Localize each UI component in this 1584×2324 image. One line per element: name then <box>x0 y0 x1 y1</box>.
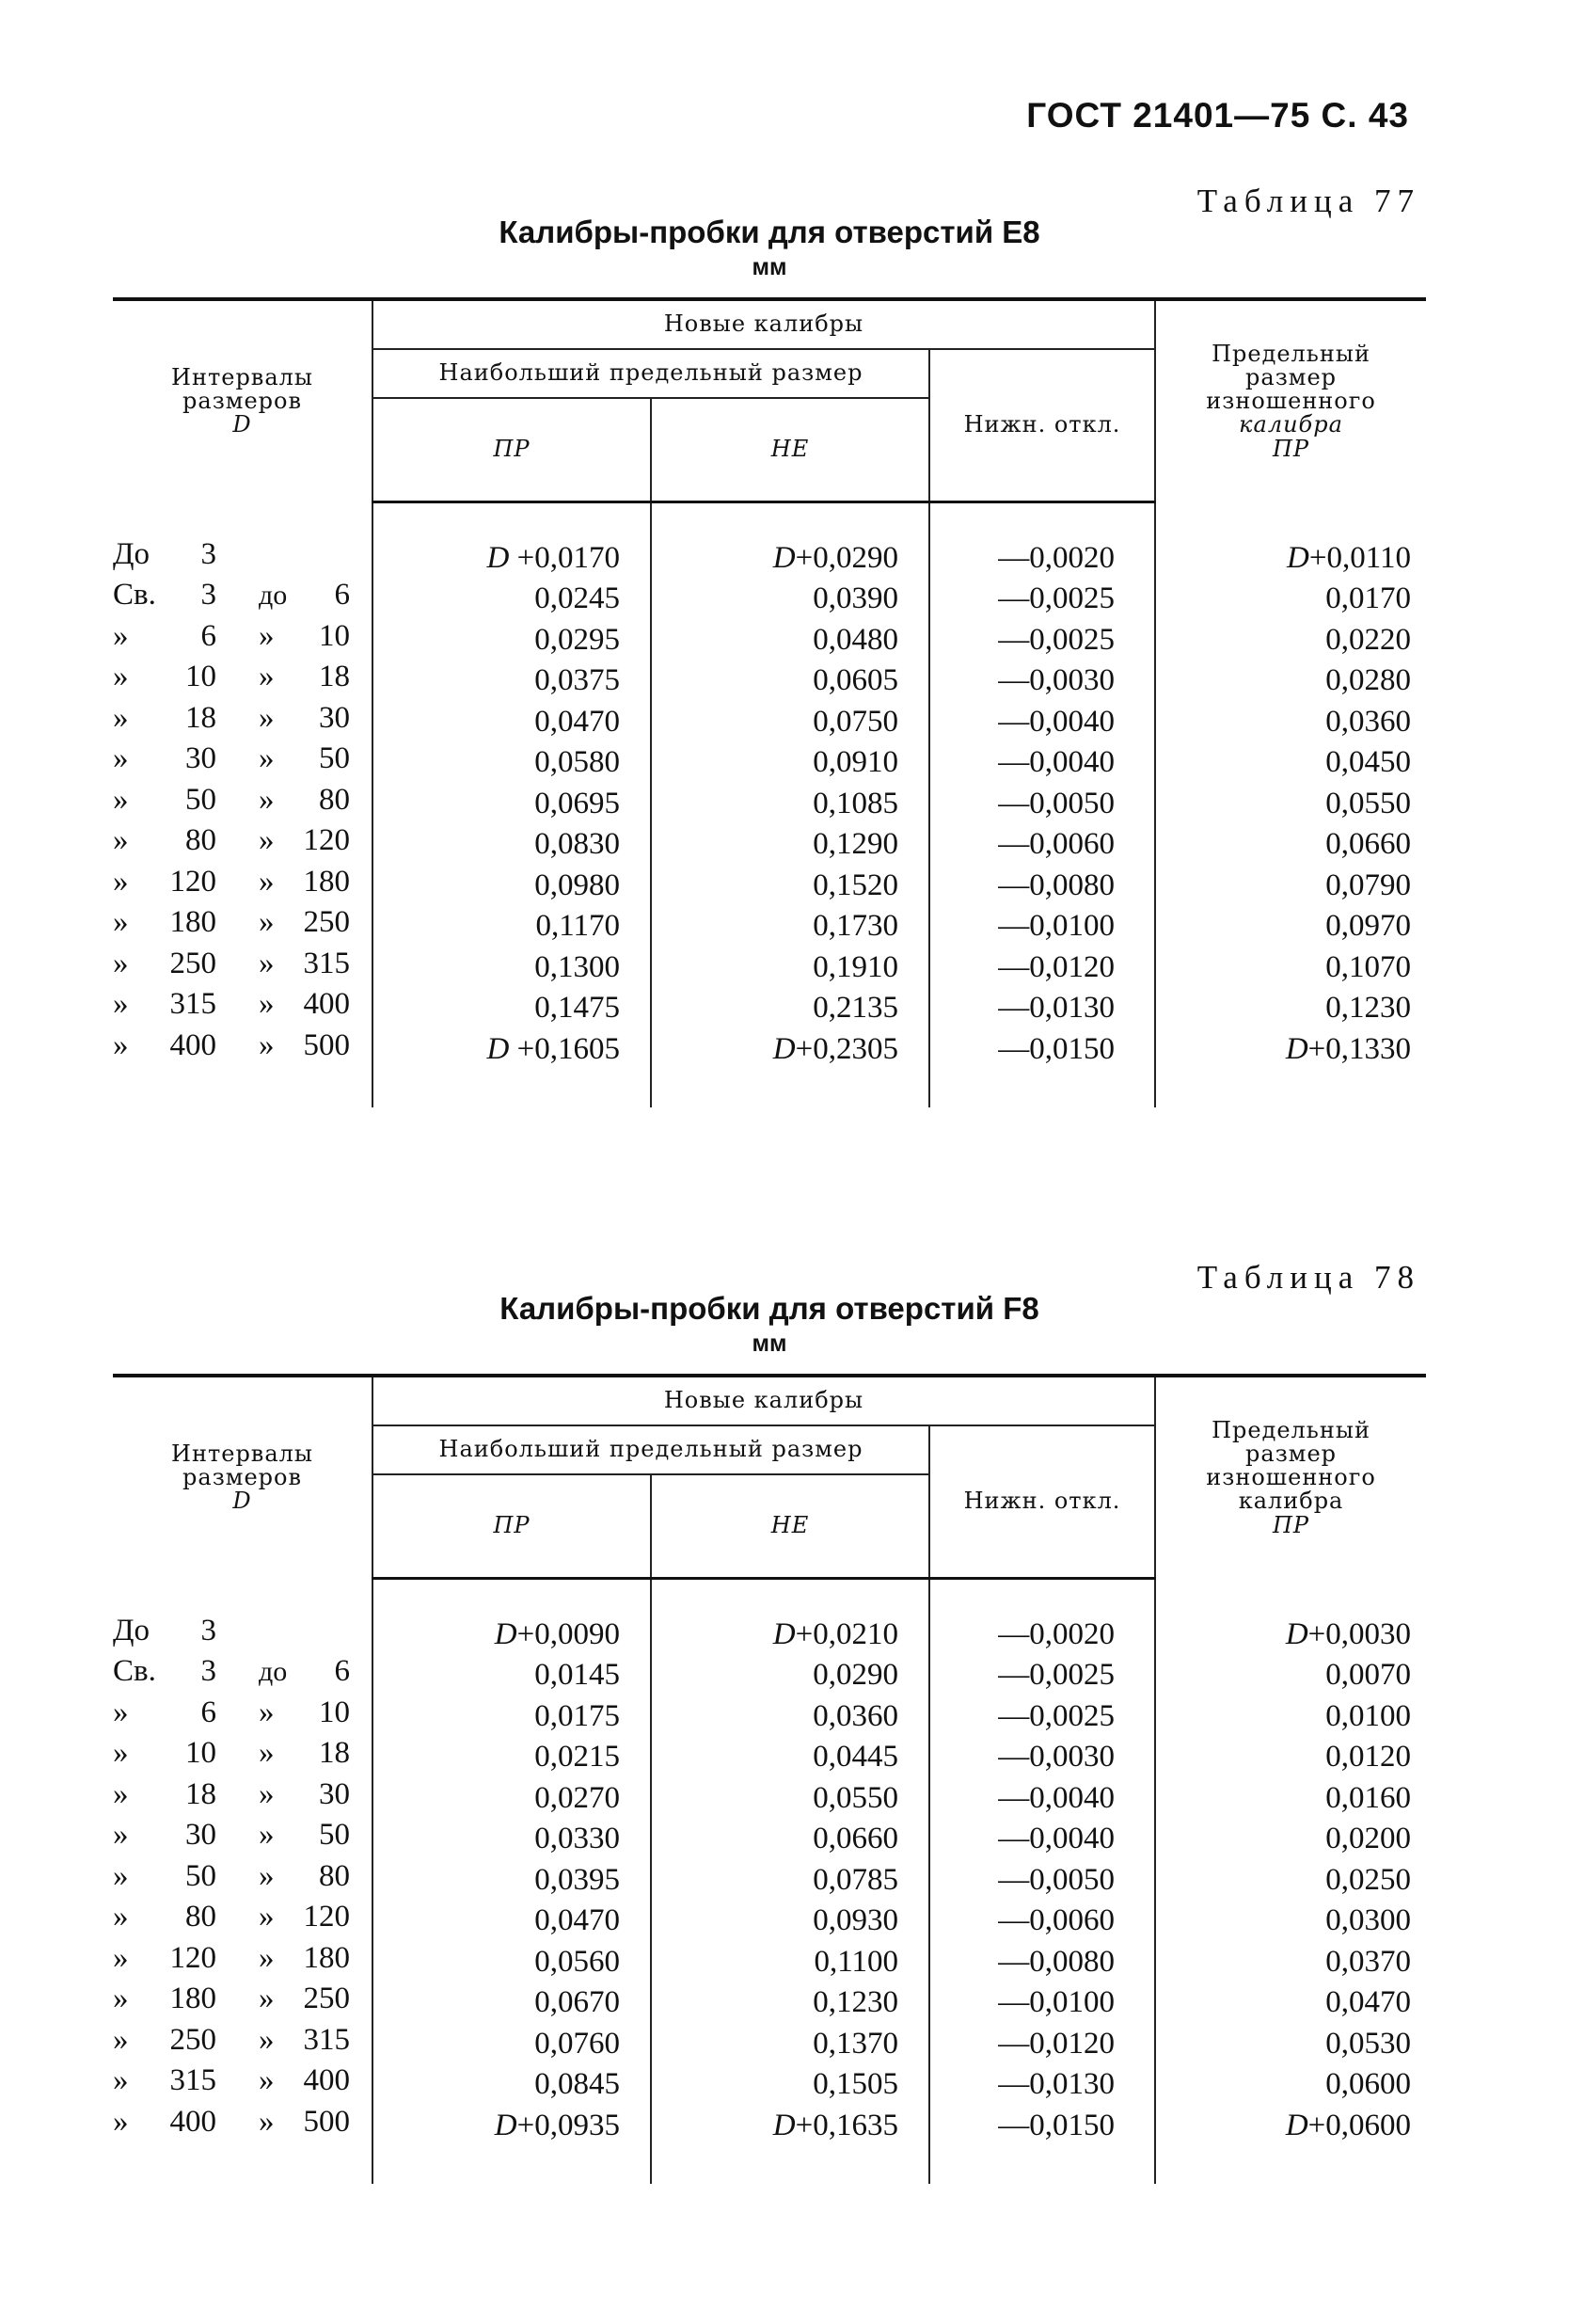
table-unit: мм <box>752 1330 787 1357</box>
interval-prefix: » <box>113 1736 129 1770</box>
cell-worn: 0,0470 <box>1155 1982 1426 2024</box>
interval-from: 80 <box>185 823 216 857</box>
cell-lower-dev: —0,0025 <box>929 1696 1155 1738</box>
cell-pr: 0,0830 <box>372 824 651 866</box>
interval-to: 10 <box>319 618 350 653</box>
cell-lower-dev: —0,0040 <box>929 1778 1155 1820</box>
interval-to: 315 <box>303 946 350 980</box>
cell-worn: 0,0970 <box>1155 906 1426 947</box>
interval-prefix: » <box>113 1900 129 1934</box>
interval-from: 30 <box>185 1818 216 1852</box>
table-row <box>113 947 1426 989</box>
interval-to: 30 <box>319 1776 350 1811</box>
interval-from: 180 <box>169 905 216 939</box>
interval-from: 400 <box>169 2104 216 2139</box>
cell-worn: D+0,1330 <box>1155 1029 1426 1108</box>
cell-worn: D+0,0600 <box>1155 2106 1426 2185</box>
interval-prefix: » <box>113 1982 129 2015</box>
header-new-gauges: Новые калибры <box>372 1376 1155 1425</box>
interval-separator: » <box>259 987 275 1021</box>
cell-ne: 0,2135 <box>651 988 929 1029</box>
cell-worn: 0,0120 <box>1155 1737 1426 1778</box>
cell-lower-dev: —0,0120 <box>929 2024 1155 2065</box>
table-row <box>113 1860 1426 1902</box>
table-row <box>113 1579 1426 1656</box>
cell-lower-dev: —0,0150 <box>929 2106 1155 2185</box>
cell-worn: D+0,0110 <box>1155 502 1426 580</box>
interval-to: 120 <box>303 1900 350 1934</box>
cell-pr: 0,0845 <box>372 2064 651 2106</box>
interval-to: 120 <box>303 823 350 857</box>
cell-lower-dev: —0,0150 <box>929 1029 1155 1108</box>
cell-lower-dev: —0,0030 <box>929 1737 1155 1778</box>
cell-pr: D +0,0170 <box>372 502 651 580</box>
cell-lower-dev: —0,0040 <box>929 742 1155 784</box>
cell-lower-dev: —0,0020 <box>929 1579 1155 1656</box>
table-row <box>113 661 1426 702</box>
header-interval: Интервалы размеров D <box>113 299 372 502</box>
cell-pr: 0,1475 <box>372 988 651 1029</box>
header-worn: Предельный размер изношенного калибра ПР <box>1155 1376 1426 1579</box>
cell-interval <box>113 1982 372 2024</box>
cell-interval <box>113 742 372 784</box>
interval-prefix: » <box>113 1818 129 1852</box>
table-title: Калибры-пробки для отверстий F8 <box>499 1291 1039 1326</box>
cell-worn: 0,0450 <box>1155 742 1426 784</box>
cell-lower-dev: —0,0100 <box>929 1982 1155 2024</box>
cell-lower-dev: —0,0060 <box>929 1901 1155 1942</box>
interval-to: 10 <box>319 1695 350 1729</box>
cell-lower-dev: —0,0060 <box>929 824 1155 866</box>
cell-worn: 0,0530 <box>1155 2024 1426 2065</box>
interval-separator: » <box>259 618 275 653</box>
table-row <box>113 824 1426 866</box>
table-title: Калибры-пробки для отверстий Е8 <box>499 215 1040 249</box>
variable-d: D <box>772 1031 796 1066</box>
gauge-table <box>113 1374 1426 2184</box>
cell-pr: 0,0270 <box>372 1778 651 1820</box>
interval-prefix: » <box>113 823 129 857</box>
cell-ne: 0,0750 <box>651 702 929 743</box>
cell-interval <box>113 1696 372 1738</box>
cell-ne: 0,0660 <box>651 1819 929 1860</box>
table-unit: мм <box>752 254 787 280</box>
cell-lower-dev: —0,0120 <box>929 947 1155 989</box>
interval-prefix: » <box>113 1940 129 1975</box>
cell-worn: 0,1070 <box>1155 947 1426 989</box>
cell-pr: 0,0245 <box>372 579 651 620</box>
interval-separator: » <box>259 823 275 857</box>
cell-pr: D+0,0935 <box>372 2106 651 2185</box>
table-row <box>113 1737 1426 1778</box>
cell-interval <box>113 1942 372 1983</box>
cell-worn: 0,0790 <box>1155 866 1426 907</box>
cell-interval <box>113 1579 372 1656</box>
interval-from: 315 <box>169 2063 216 2097</box>
cell-interval <box>113 947 372 989</box>
cell-lower-dev: —0,0050 <box>929 1860 1155 1902</box>
interval-to: 180 <box>303 1940 350 1975</box>
cell-interval <box>113 2064 372 2106</box>
header-worn: Предельный размер изношенного калибра ПР <box>1155 299 1426 502</box>
interval-prefix: Св. <box>113 1654 156 1688</box>
cell-worn: 0,0550 <box>1155 784 1426 825</box>
cell-pr: 0,1170 <box>372 906 651 947</box>
table-row <box>113 1778 1426 1820</box>
cell-ne: D+0,2305 <box>651 1029 929 1108</box>
interval-from: 3 <box>200 578 216 612</box>
interval-to: 180 <box>303 864 350 899</box>
interval-prefix: Св. <box>113 578 156 612</box>
cell-lower-dev: —0,0025 <box>929 1655 1155 1696</box>
cell-ne: 0,0605 <box>651 661 929 702</box>
cell-worn: 0,0600 <box>1155 2064 1426 2106</box>
cell-ne: 0,0390 <box>651 579 929 620</box>
cell-interval <box>113 702 372 743</box>
table-row <box>113 1982 1426 2024</box>
cell-ne: 0,0910 <box>651 742 929 784</box>
table-body <box>113 1579 1426 2185</box>
interval-to: 400 <box>303 987 350 1021</box>
interval-separator: » <box>259 1982 275 2015</box>
interval-to: 400 <box>303 2063 350 2097</box>
cell-interval <box>113 1860 372 1902</box>
cell-interval <box>113 502 372 580</box>
cell-interval <box>113 661 372 702</box>
cell-interval <box>113 824 372 866</box>
interval-separator: » <box>259 946 275 980</box>
cell-lower-dev: —0,0040 <box>929 702 1155 743</box>
table-row <box>113 502 1426 580</box>
header-ne: НЕ <box>651 1474 929 1579</box>
interval-separator: до <box>259 580 288 611</box>
cell-pr: 0,0375 <box>372 661 651 702</box>
interval-from: 80 <box>185 1900 216 1934</box>
variable-d: D <box>494 1617 517 1652</box>
cell-pr: D+0,0090 <box>372 1579 651 1656</box>
interval-to: 6 <box>334 578 350 612</box>
interval-separator: » <box>259 741 275 775</box>
table-row <box>113 2064 1426 2106</box>
cell-ne: 0,1370 <box>651 2024 929 2065</box>
cell-worn: 0,0070 <box>1155 1655 1426 1696</box>
header-interval: Интервалы размеров D <box>113 1376 372 1579</box>
header-new-gauges: Новые калибры <box>372 299 1155 349</box>
cell-pr: 0,0695 <box>372 784 651 825</box>
variable-d: D <box>486 1031 510 1066</box>
cell-pr: 0,0175 <box>372 1696 651 1738</box>
cell-pr: 0,0760 <box>372 2024 651 2065</box>
cell-pr: 0,0145 <box>372 1655 651 1696</box>
interval-from: 250 <box>169 2022 216 2057</box>
variable-d: D <box>772 1617 796 1652</box>
interval-separator: » <box>259 700 275 735</box>
interval-separator: » <box>259 2063 275 2097</box>
cell-worn: 0,0370 <box>1155 1942 1426 1983</box>
cell-ne: 0,1910 <box>651 947 929 989</box>
cell-interval <box>113 906 372 947</box>
cell-interval <box>113 1778 372 1820</box>
interval-separator: » <box>259 782 275 817</box>
variable-d: D <box>772 541 796 576</box>
interval-to: 50 <box>319 741 350 775</box>
cell-lower-dev: —0,0050 <box>929 784 1155 825</box>
interval-separator: » <box>259 1776 275 1811</box>
cell-ne: 0,0930 <box>651 1901 929 1942</box>
interval-from: 10 <box>185 660 216 693</box>
variable-d: D <box>1285 1616 1308 1651</box>
cell-lower-dev: —0,0025 <box>929 579 1155 620</box>
cell-interval <box>113 988 372 1029</box>
cell-pr: 0,0560 <box>372 1942 651 1983</box>
cell-pr: 0,0470 <box>372 702 651 743</box>
table-row <box>113 742 1426 784</box>
interval-from: 315 <box>169 987 216 1021</box>
interval-to: 80 <box>319 782 350 817</box>
table-row <box>113 1901 1426 1942</box>
cell-ne: 0,0785 <box>651 1860 929 1902</box>
variable-d: D <box>1285 1031 1308 1066</box>
variable-d: D <box>486 541 510 576</box>
cell-lower-dev: —0,0030 <box>929 661 1155 702</box>
interval-from: 30 <box>185 741 216 775</box>
cell-interval <box>113 1655 372 1696</box>
gauge-table <box>113 297 1426 1107</box>
cell-pr: 0,0580 <box>372 742 651 784</box>
interval-prefix: » <box>113 905 129 939</box>
cell-interval <box>113 784 372 825</box>
table-body <box>113 502 1426 1108</box>
interval-from: 3 <box>200 1654 216 1688</box>
cell-interval <box>113 1901 372 1942</box>
cell-worn: D+0,0030 <box>1155 1579 1426 1656</box>
cell-pr: 0,0980 <box>372 866 651 907</box>
interval-separator: » <box>259 864 275 899</box>
table-row <box>113 1942 1426 1983</box>
cell-pr: 0,0395 <box>372 1860 651 1902</box>
interval-separator: » <box>259 2104 275 2139</box>
interval-to: 80 <box>319 1858 350 1893</box>
cell-worn: 0,0100 <box>1155 1696 1426 1738</box>
interval-prefix: » <box>113 2022 129 2057</box>
table-number: Таблица 77 <box>1196 183 1420 219</box>
interval-prefix: » <box>113 1027 129 1062</box>
interval-from: 18 <box>185 1776 216 1811</box>
interval-from: 10 <box>185 1736 216 1770</box>
interval-prefix: » <box>113 741 129 775</box>
cell-pr: 0,1300 <box>372 947 651 989</box>
cell-worn: 0,0360 <box>1155 702 1426 743</box>
interval-separator: до <box>259 1656 288 1687</box>
table-row <box>113 1819 1426 1860</box>
cell-pr: 0,0330 <box>372 1819 651 1860</box>
interval-prefix: » <box>113 2063 129 2097</box>
interval-to: 30 <box>319 700 350 735</box>
table-row <box>113 988 1426 1029</box>
header-pr: ПР <box>372 398 651 502</box>
interval-from: 400 <box>169 1027 216 1062</box>
cell-interval <box>113 1819 372 1860</box>
interval-separator: » <box>259 1858 275 1893</box>
interval-separator: » <box>259 1736 275 1770</box>
cell-lower-dev: —0,0040 <box>929 1819 1155 1860</box>
cell-ne: D+0,1635 <box>651 2106 929 2185</box>
interval-to: 18 <box>319 1736 350 1770</box>
table-row <box>113 2024 1426 2065</box>
cell-lower-dev: —0,0080 <box>929 866 1155 907</box>
interval-from: 6 <box>200 1695 216 1729</box>
interval-prefix: » <box>113 1776 129 1811</box>
table-row <box>113 1029 1426 1108</box>
cell-lower-dev: —0,0080 <box>929 1942 1155 1983</box>
cell-interval <box>113 620 372 661</box>
table-row <box>113 620 1426 661</box>
interval-to: 6 <box>334 1654 350 1688</box>
cell-pr: 0,0670 <box>372 1982 651 2024</box>
interval-separator: » <box>259 1695 275 1729</box>
interval-prefix: » <box>113 1695 129 1729</box>
cell-ne: 0,1290 <box>651 824 929 866</box>
variable-d: D <box>772 2108 796 2142</box>
cell-worn: 0,0280 <box>1155 661 1426 702</box>
cell-ne: 0,1730 <box>651 906 929 947</box>
cell-lower-dev: —0,0100 <box>929 906 1155 947</box>
interval-to: 50 <box>319 1818 350 1852</box>
interval-to: 250 <box>303 905 350 939</box>
cell-worn: 0,0160 <box>1155 1778 1426 1820</box>
interval-prefix: » <box>113 618 129 653</box>
cell-worn: 0,0200 <box>1155 1819 1426 1860</box>
cell-pr: D +0,1605 <box>372 1029 651 1108</box>
cell-worn: 0,1230 <box>1155 988 1426 1029</box>
interval-to: 315 <box>303 2022 350 2057</box>
interval-prefix: » <box>113 1858 129 1893</box>
cell-ne: 0,1085 <box>651 784 929 825</box>
table-row <box>113 702 1426 743</box>
cell-worn: 0,0170 <box>1155 579 1426 620</box>
variable-d: D <box>494 2108 517 2142</box>
cell-interval <box>113 1737 372 1778</box>
interval-prefix: » <box>113 987 129 1021</box>
header-lower-dev: Нижн. откл. <box>929 1425 1155 1579</box>
cell-interval <box>113 2024 372 2065</box>
variable-d: D <box>1287 540 1309 575</box>
interval-to: 500 <box>303 2104 350 2139</box>
interval-from: 120 <box>169 1940 216 1975</box>
cell-interval <box>113 2106 372 2185</box>
table-row <box>113 784 1426 825</box>
interval-from: 120 <box>169 864 216 899</box>
cell-lower-dev: —0,0020 <box>929 502 1155 580</box>
cell-ne: 0,0480 <box>651 620 929 661</box>
header-lower-dev: Нижн. откл. <box>929 349 1155 502</box>
interval-prefix: » <box>113 782 129 817</box>
table-row <box>113 579 1426 620</box>
header-max-limit: Наибольший предельный размер <box>372 349 929 398</box>
interval-separator: » <box>259 2022 275 2057</box>
table-number: Таблица 78 <box>1196 1259 1420 1296</box>
cell-interval <box>113 579 372 620</box>
interval-to: 18 <box>319 660 350 693</box>
cell-worn: 0,0250 <box>1155 1860 1426 1902</box>
table-row <box>113 906 1426 947</box>
interval-from: 50 <box>185 782 216 817</box>
page-header: ГОСТ 21401—75 С. 43 <box>1026 96 1409 135</box>
cell-ne: D+0,0290 <box>651 502 929 580</box>
cell-worn: 0,0300 <box>1155 1901 1426 1942</box>
interval-prefix: » <box>113 946 129 980</box>
interval-separator: » <box>259 1027 275 1062</box>
cell-interval <box>113 866 372 907</box>
cell-pr: 0,0470 <box>372 1901 651 1942</box>
table-row <box>113 2106 1426 2185</box>
interval-from: 6 <box>200 618 216 653</box>
header-pr: ПР <box>372 1474 651 1579</box>
interval-separator: » <box>259 660 275 693</box>
interval-to: 250 <box>303 1982 350 2015</box>
variable-d: D <box>1285 2108 1308 2142</box>
cell-interval <box>113 1029 372 1108</box>
interval-from: 3 <box>200 1613 216 1647</box>
interval-separator: » <box>259 1940 275 1975</box>
interval-prefix: » <box>113 660 129 693</box>
cell-ne: 0,0445 <box>651 1737 929 1778</box>
header-max-limit: Наибольший предельный размер <box>372 1425 929 1474</box>
cell-ne: 0,1230 <box>651 1982 929 2024</box>
cell-ne: 0,1100 <box>651 1942 929 1983</box>
header-ne: НЕ <box>651 398 929 502</box>
cell-worn: 0,0220 <box>1155 620 1426 661</box>
interval-from: 18 <box>185 700 216 735</box>
cell-ne: 0,0360 <box>651 1696 929 1738</box>
cell-worn: 0,0660 <box>1155 824 1426 866</box>
interval-separator: » <box>259 1818 275 1852</box>
cell-lower-dev: —0,0130 <box>929 2064 1155 2106</box>
cell-pr: 0,0295 <box>372 620 651 661</box>
cell-ne: D+0,0210 <box>651 1579 929 1656</box>
table-row <box>113 866 1426 907</box>
interval-prefix: » <box>113 700 129 735</box>
cell-pr: 0,0215 <box>372 1737 651 1778</box>
interval-prefix: До <box>113 536 150 571</box>
cell-ne: 0,0290 <box>651 1655 929 1696</box>
interval-separator: » <box>259 905 275 939</box>
cell-lower-dev: —0,0130 <box>929 988 1155 1029</box>
table-row <box>113 1655 1426 1696</box>
cell-ne: 0,0550 <box>651 1778 929 1820</box>
interval-from: 50 <box>185 1858 216 1893</box>
interval-from: 180 <box>169 1982 216 2015</box>
interval-from: 3 <box>200 536 216 571</box>
cell-ne: 0,1520 <box>651 866 929 907</box>
interval-separator: » <box>259 1900 275 1934</box>
interval-prefix: До <box>113 1613 150 1647</box>
cell-lower-dev: —0,0025 <box>929 620 1155 661</box>
interval-prefix: » <box>113 864 129 899</box>
cell-ne: 0,1505 <box>651 2064 929 2106</box>
table-row <box>113 1696 1426 1738</box>
interval-from: 250 <box>169 946 216 980</box>
interval-to: 500 <box>303 1027 350 1062</box>
interval-prefix: » <box>113 2104 129 2139</box>
